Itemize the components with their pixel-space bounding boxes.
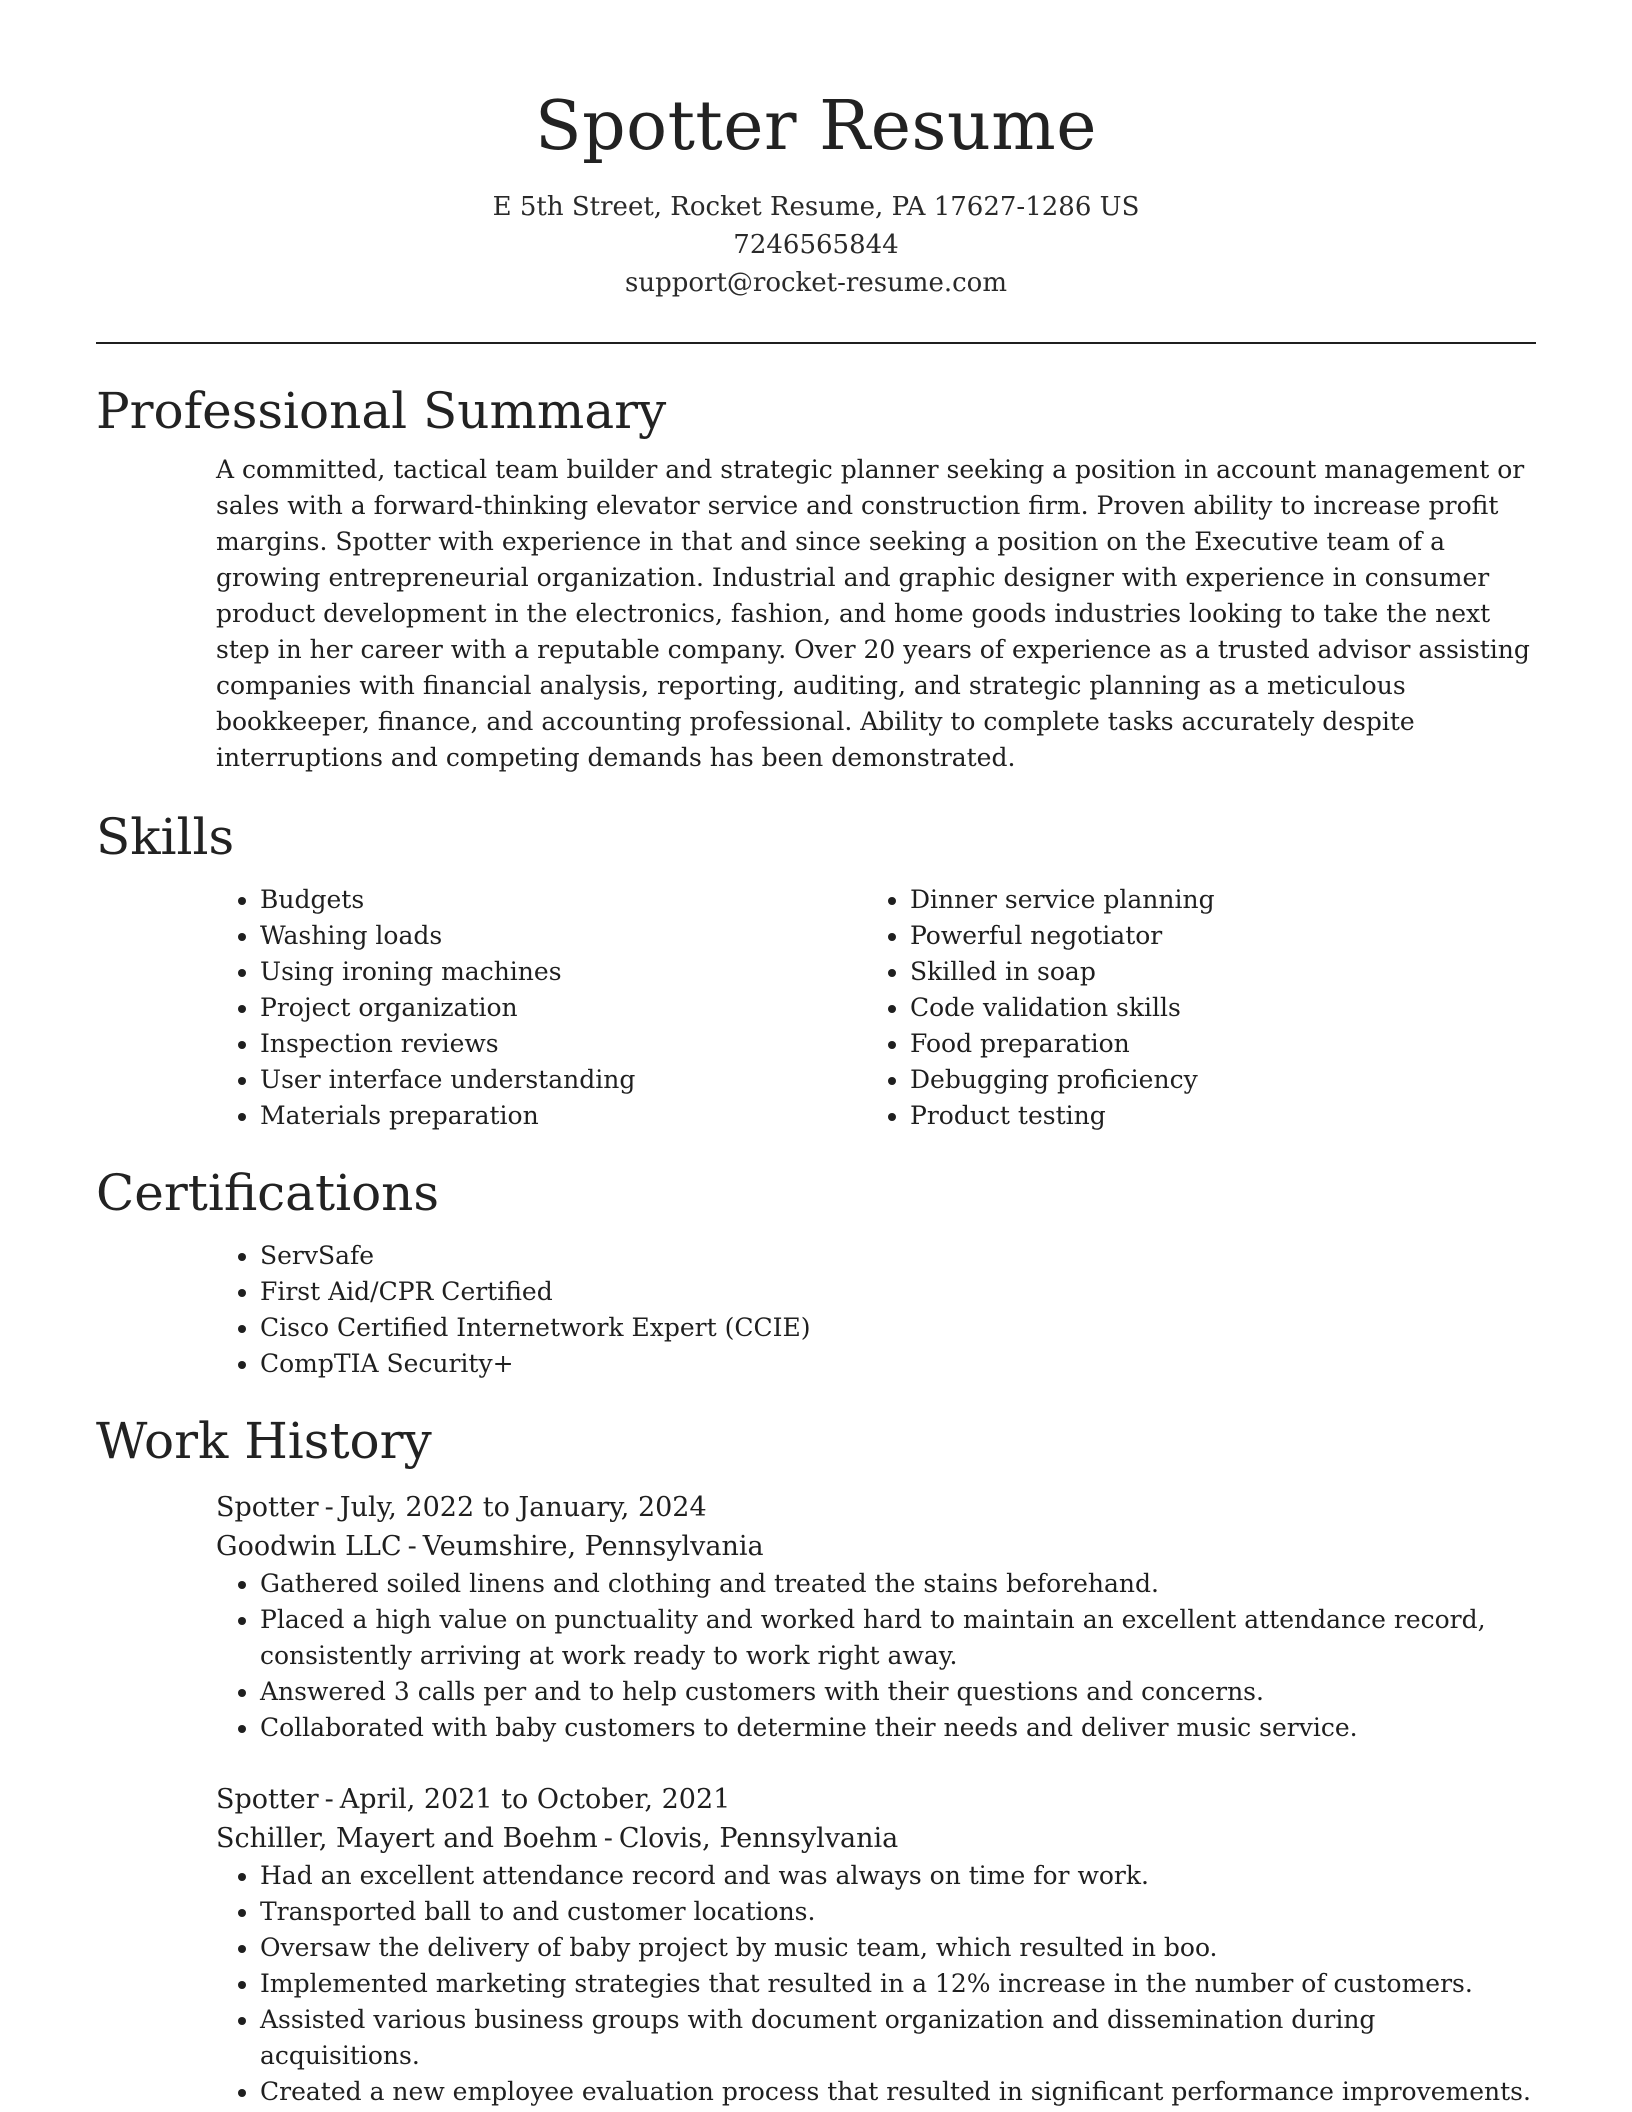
job-company-line [216, 1819, 1536, 1858]
skill-item: • Powerful negotiator [910, 918, 1516, 954]
address: E 5th Street, Rocket Resume, PA 17627-1286 US [492, 192, 1140, 222]
skill-item: • Project organization [260, 990, 866, 1026]
job-duty: • Assisted various business groups with document organization and dissemination during acquisitions. [260, 2002, 1536, 2074]
separator: - [603, 1823, 613, 1854]
job-duty: • Implemented marketing strategies that resulted in a 12% increase in the number of customers. [260, 1966, 1536, 2002]
job-duties [216, 1858, 1536, 2110]
skill-item: • User interface understanding [260, 1062, 866, 1098]
resume-content [96, 378, 1536, 2110]
job-company-line [216, 1527, 1536, 1566]
skill-item: • Budgets [260, 882, 866, 918]
skill-item: • Dinner service planning [910, 882, 1516, 918]
job-duty: • Transported ball to and customer locations. [260, 1894, 1536, 1930]
separator: - [407, 1531, 417, 1562]
job-role: Spotter [216, 1784, 319, 1815]
header-divider [96, 342, 1536, 344]
contact-info [0, 188, 1632, 302]
job-dates: April, 2021 to October, 2021 [339, 1784, 731, 1815]
skill-item: • Using ironing machines [260, 954, 866, 990]
job-role: Spotter [216, 1492, 319, 1523]
certification-item: • CompTIA Security+ [260, 1346, 1536, 1382]
skill-item: • Skilled in soap [910, 954, 1516, 990]
skill-item: • Inspection reviews [260, 1026, 866, 1062]
skill-item: • Code validation skills [910, 990, 1516, 1026]
job-duty: • Collaborated with baby customers to determine their needs and deliver music service. [260, 1710, 1536, 1746]
skills-column-left [216, 882, 866, 1134]
skill-item: • Food preparation [910, 1026, 1516, 1062]
certifications-section [96, 1160, 1536, 1382]
job-duty: • Had an excellent attendance record and was always on time for work. [260, 1858, 1536, 1894]
skills-section [96, 804, 1536, 1134]
job-location: Clovis, Pennsylvania [618, 1823, 899, 1854]
certification-item: • ServSafe [260, 1238, 1536, 1274]
email-address: support@rocket-resume.com [624, 268, 1007, 298]
summary-section [96, 378, 1536, 776]
job-entry [216, 1488, 1536, 1746]
job-entry [216, 1780, 1536, 2110]
separator: - [324, 1784, 334, 1815]
skills-column-right [866, 882, 1516, 1134]
skills-heading: Skills [96, 808, 235, 866]
job-title-line [216, 1780, 1536, 1819]
phone-number: 7246565844 [733, 230, 899, 260]
job-location: Veumshire, Pennsylvania [422, 1531, 764, 1562]
job-title-line [216, 1488, 1536, 1527]
skill-item: • Product testing [910, 1098, 1516, 1134]
summary-heading: Professional Summary [96, 382, 667, 440]
job-company: Goodwin LLC [216, 1531, 402, 1562]
resume-header [0, 0, 1632, 302]
job-dates: July, 2022 to January, 2024 [339, 1492, 707, 1523]
job-duty: • Placed a high value on punctuality and worked hard to maintain an excellent attendance record, consistently arriving at work ready to work right away. [260, 1602, 1536, 1674]
certification-item: • Cisco Certified Internetwork Expert (CCIE) [260, 1310, 1536, 1346]
job-duty: • Oversaw the delivery of baby project by music team, which resulted in boo. [260, 1930, 1536, 1966]
skill-item: • Washing loads [260, 918, 866, 954]
skill-item: • Materials preparation [260, 1098, 866, 1134]
certifications-heading: Certifications [96, 1164, 440, 1222]
work-history-heading: Work History [96, 1412, 432, 1470]
summary-text: A committed, tactical team builder and strategic planner seeking a position in account management or sales with a forward-thinking elevator service and construction firm. Proven ability to increase profit margins. Spotter with experience in that and since seeking a position on the Executive team of a growing entrepreneurial organization. Industrial and graphic designer with experience in consumer product development in the electronics, fashion, and home goods industries looking to take the next step in her career with a reputable company. Over 20 years of experience as a trusted advisor assisting companies with financial analysis, reporting, auditing, and strategic planning as a meticulous bookkeeper, finance, and accounting professional. Ability to complete tasks accurately despite interruptions and competing demands has been demonstrated. [216, 455, 1530, 772]
job-duty: • Created a new employee evaluation process that resulted in significant performance improvements. [260, 2074, 1536, 2110]
work-history-section [96, 1408, 1536, 2110]
separator: - [324, 1492, 334, 1523]
job-company: Schiller, Mayert and Boehm [216, 1823, 598, 1854]
skill-item: • Debugging proficiency [910, 1062, 1516, 1098]
candidate-name: Spotter Resume [535, 87, 1097, 166]
job-duty: • Gathered soiled linens and clothing and treated the stains beforehand. [260, 1566, 1536, 1602]
certification-item: • First Aid/CPR Certified [260, 1274, 1536, 1310]
job-duties [216, 1566, 1536, 1746]
job-duty: • Answered 3 calls per and to help customers with their questions and concerns. [260, 1674, 1536, 1710]
